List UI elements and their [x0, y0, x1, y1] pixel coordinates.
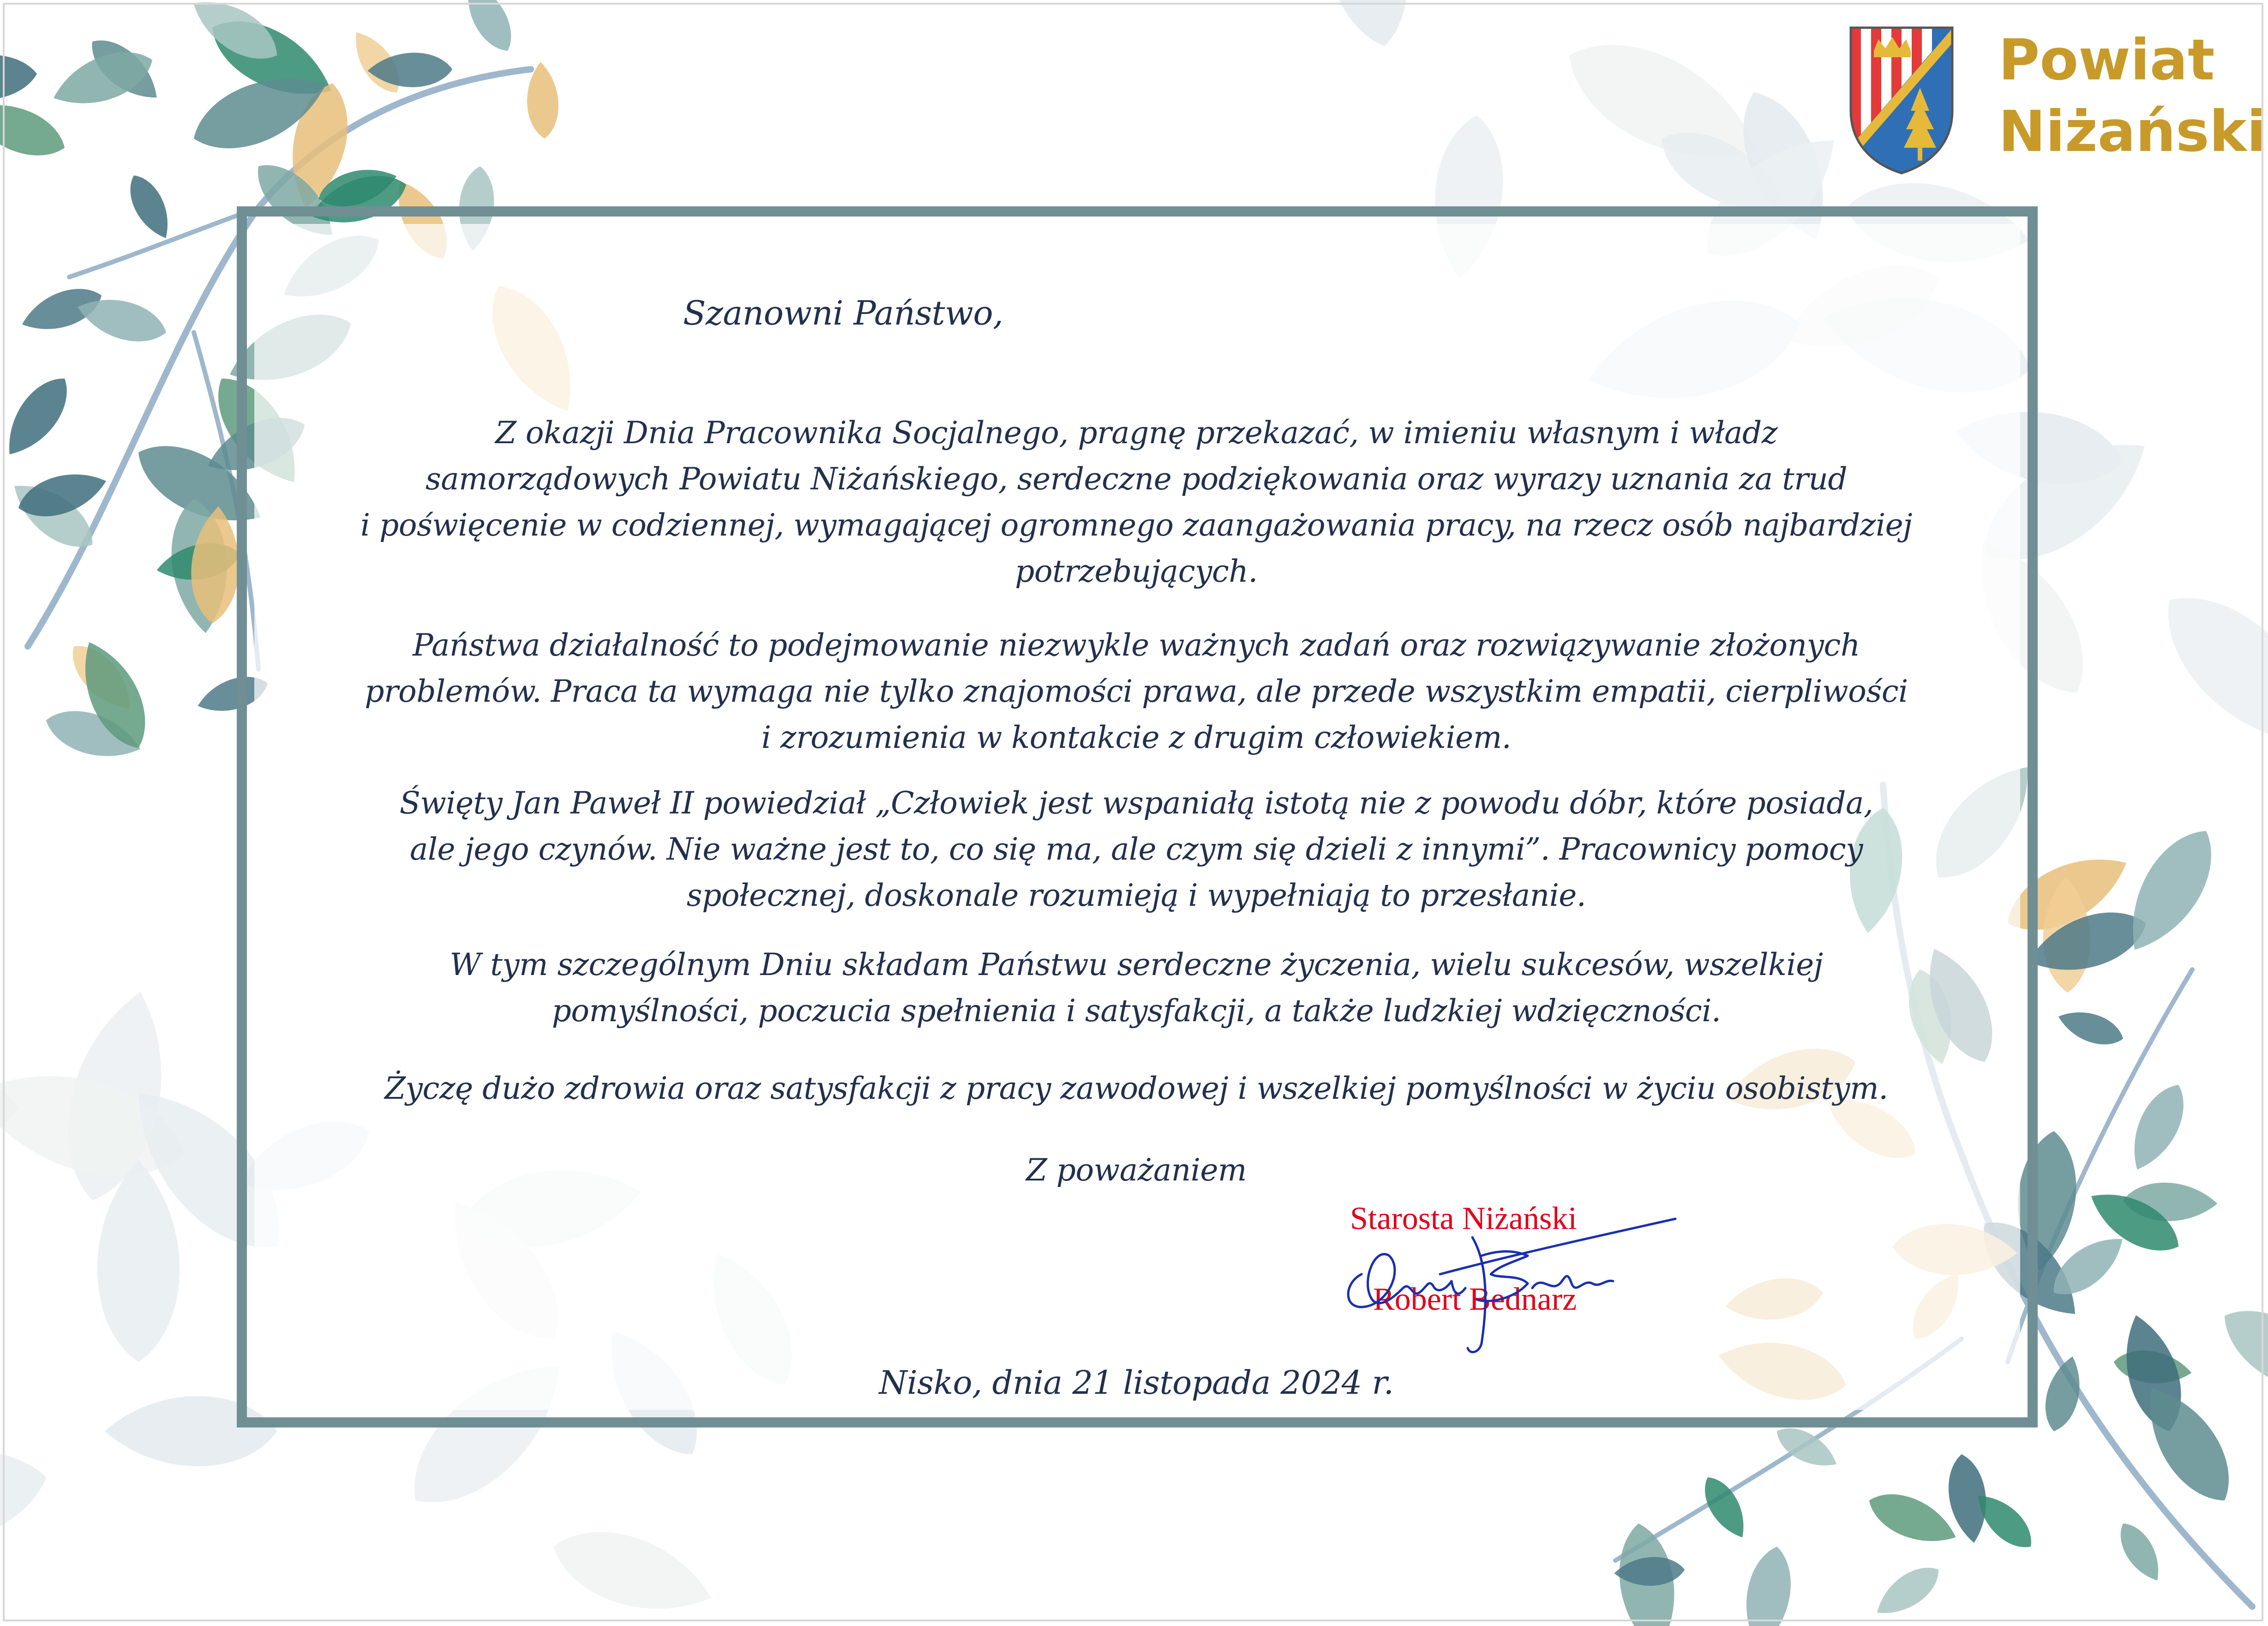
letter-paragraph: Życzę dużo zdrowia oraz satysfakcji z pracy zawodowej i wszelkiej pomyślności w życiu osobistym. — [384, 1071, 1888, 1106]
powiat-logo — [1842, 18, 2266, 185]
letter-date-line: Nisko, dnia 21 listopada 2024 r. — [879, 1364, 1394, 1402]
logo-text-powiat: Powiat — [1998, 27, 2215, 93]
logo-text-nizanski: Niżański — [1998, 99, 2266, 164]
letter-paragraph: W tym szczególnym Dniu składam Państwu serdeczne życzenia, wielu sukcesów, wszelkiej pomyślności, poczucia spełnienia i satysfakcji, a także ludzkiej wdzięczności. — [450, 947, 1823, 1029]
handwritten-signature — [1334, 1205, 1685, 1357]
signature-stamp-name: Robert Bednarz — [1373, 1282, 1577, 1317]
letter-greeting: Szanowni Państwo, — [683, 294, 1003, 332]
letter-paragraph: Państwa działalność to podejmowanie niezwykle ważnych zadań oraz rozwiązywanie złożonych problemów. Praca ta wymaga nie tylko znajomości prawa, ale przede wszystkim empatii, cierpliwości i zrozumienia w kontakcie z drugim człowiekiem. — [365, 627, 1908, 755]
signature-stamp-title: Starosta Niżański — [1350, 1201, 1577, 1236]
letter-closing: Z poważaniem — [1026, 1152, 1247, 1188]
letter-paragraph: Z okazji Dnia Pracownika Socjalnego, pragnę przekazać, w imieniu własnym i władz samorządowych Powiatu Niżańskiego, serdeczne podziękowania oraz wyrazy uznania za trud i poświęcenie w codziennej, wymagającej ogromnego zaangażowania pracy, na rzecz osób najbardziej potrzebujących. — [360, 415, 1913, 589]
coat-of-arms-icon — [1842, 18, 1962, 178]
letter-paragraph: Święty Jan Paweł II powiedział „Człowiek jest wspaniałą istotą nie z powodu dóbr, które posiada, ale jego czynów. Nie ważne jest to, co się ma, ale czym się dzieli z innymi”. Pracownicy pomocy społecznej, doskonale rozumieją i wypełniają to przesłanie. — [399, 785, 1873, 913]
